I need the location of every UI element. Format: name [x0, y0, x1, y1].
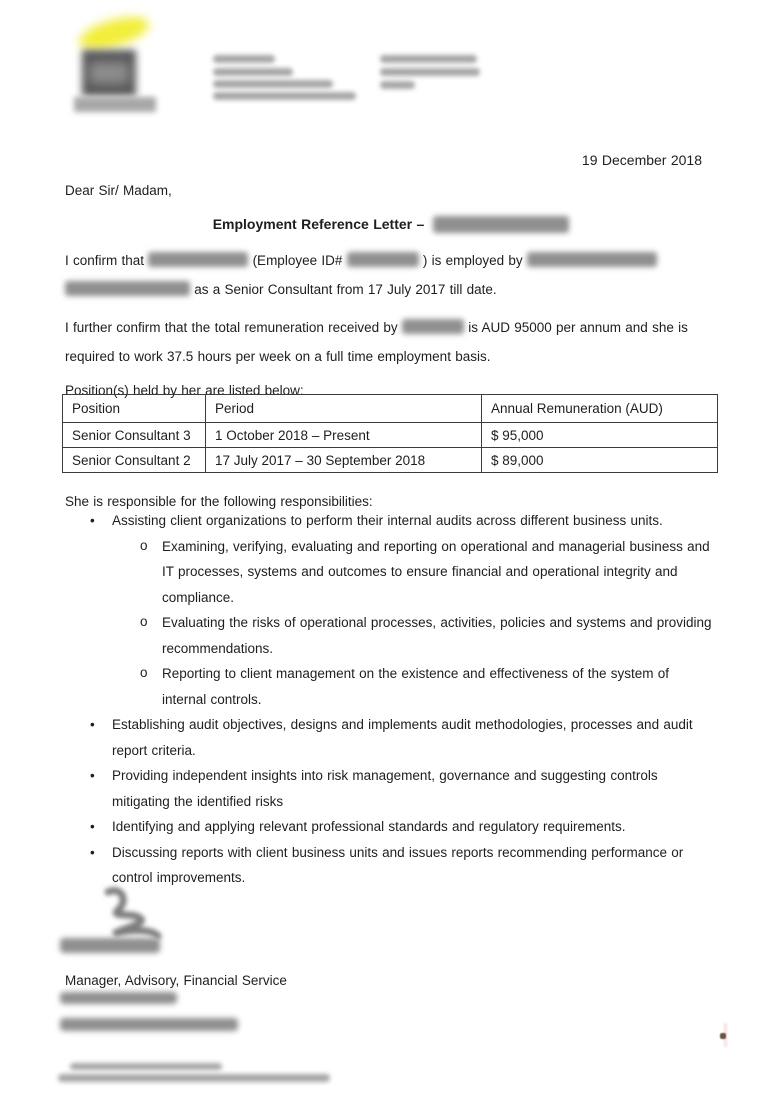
- table-cell: Senior Consultant 2: [63, 448, 206, 473]
- text-run: I confirm that: [65, 253, 145, 268]
- text-run: (Employee ID#: [252, 253, 343, 268]
- paragraph-employment: [65, 246, 717, 304]
- table-cell: $ 89,000: [482, 448, 718, 473]
- column-header-period: Period: [206, 395, 482, 423]
- ey-tagline-redacted: [74, 97, 156, 112]
- sub-list-item-text: Examining, verifying, evaluating and reporting on operational and managerial business and IT processes, systems and outcomes to ensure financial and operational integrity and compliance.: [162, 538, 710, 605]
- text-run: I further confirm that the total remuneration received by: [65, 320, 398, 335]
- table-cell: Senior Consultant 3: [63, 423, 206, 448]
- list-item-text: Assisting client organizations to perform their internal audits across different business units.: [112, 513, 663, 528]
- circle-bullet-icon: o: [140, 614, 148, 629]
- positions-table: [62, 394, 718, 473]
- redacted-signatory-phone: [60, 992, 177, 1004]
- text-run: is AUD 95000 per annum and she is required to work 37.5 hours per week on a full time employment basis.: [65, 320, 688, 364]
- redacted-employee-name: [402, 319, 464, 334]
- scan-artifact-speck: [720, 1033, 726, 1039]
- redacted-footer-line: [70, 1063, 222, 1070]
- redacted-footer-line: [58, 1074, 330, 1082]
- bullet-icon: •: [90, 844, 95, 860]
- redacted-employee-name: [433, 216, 569, 233]
- signoff-title: Manager, Advisory, Financial Service: [65, 973, 287, 988]
- redacted-employer-name: [527, 252, 657, 267]
- circle-bullet-icon: o: [140, 665, 148, 680]
- ey-logo-beam-icon: [76, 11, 152, 56]
- bullet-icon: •: [90, 513, 95, 528]
- bullet-icon: •: [90, 819, 95, 834]
- redacted-phone-line: [380, 55, 477, 63]
- sub-list-item-text: Evaluating the risks of operational processes, activities, policies and systems and providing recommendations.: [162, 615, 712, 656]
- sub-list-item-text: Reporting to client management on the existence and effectiveness of the system of internal controls.: [162, 666, 670, 707]
- ey-logo-letters: [89, 62, 129, 84]
- redacted-employer-name: [65, 281, 190, 296]
- list-item-text: Providing independent insights into risk management, governance and suggesting controls mitigating the identified risks: [112, 768, 658, 809]
- responsibilities-list: [65, 508, 717, 891]
- list-item: [65, 763, 717, 814]
- bullet-icon: •: [90, 717, 95, 732]
- salutation: Dear Sir/ Madam,: [65, 183, 172, 198]
- text-run: as a Senior Consultant from 17 July 2017 till date.: [194, 282, 497, 297]
- redacted-fax-line: [380, 68, 480, 76]
- paragraph-remuneration: [65, 313, 717, 371]
- table-header-row: [63, 395, 718, 423]
- table-cell: 17 July 2017 – 30 September 2018: [206, 448, 482, 473]
- table-row: [63, 448, 718, 473]
- redacted-employee-id: [347, 252, 419, 267]
- table-intro: Position(s) held by her are listed below:: [65, 383, 304, 398]
- column-header-position: Position: [63, 395, 206, 423]
- text-run: ) is employed by: [422, 253, 523, 268]
- responsibilities-intro: She is responsible for the following responsibilities:: [65, 494, 373, 509]
- bullet-icon: •: [90, 768, 95, 783]
- list-item: [65, 712, 717, 763]
- sub-list-item: [65, 534, 717, 611]
- redacted-address-line: [213, 68, 293, 76]
- table-cell: 1 October 2018 – Present: [206, 423, 482, 448]
- list-item-text: Discussing reports with client business units and issues reports recommending performance or control improvements.: [112, 844, 684, 885]
- redacted-signatory-email: [60, 1018, 238, 1031]
- list-item: [65, 840, 717, 891]
- list-item: [65, 508, 717, 534]
- table-row: [63, 423, 718, 448]
- list-item-text: Identifying and applying relevant professional standards and regulatory requirements.: [112, 819, 626, 834]
- letter-date: 19 December 2018: [581, 152, 702, 168]
- list-item-text: Establishing audit objectives, designs and implements audit methodologies, processes and audit report criteria.: [112, 717, 693, 758]
- column-header-remuneration: Annual Remuneration (AUD): [482, 395, 718, 423]
- redacted-web-line: [380, 81, 415, 89]
- circle-bullet-icon: o: [140, 537, 148, 553]
- redacted-address-line: [213, 80, 333, 88]
- sub-list-item: [65, 610, 717, 661]
- redacted-address-line: [213, 55, 275, 63]
- redacted-address-line: [213, 92, 356, 100]
- subject-text: Employment Reference Letter –: [212, 216, 425, 232]
- ey-logo-icon: [82, 50, 136, 96]
- redacted-signatory-name: [60, 938, 160, 953]
- sub-list-item: [65, 661, 717, 712]
- redacted-employee-name: [148, 252, 248, 267]
- subject-line: [65, 210, 717, 239]
- table-cell: $ 95,000: [482, 423, 718, 448]
- list-item: [65, 814, 717, 840]
